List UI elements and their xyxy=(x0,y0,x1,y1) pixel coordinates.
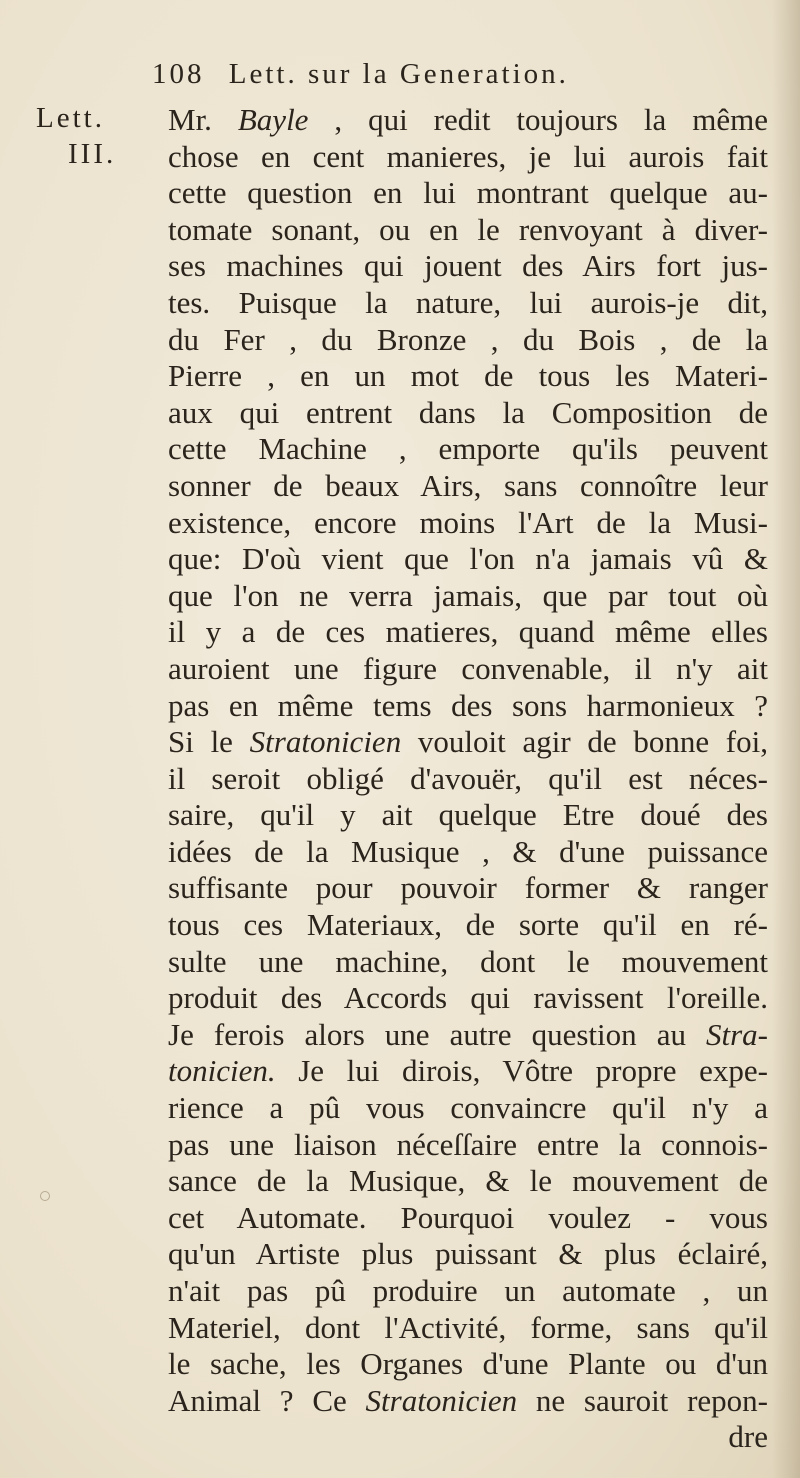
text-line: idées de la Musique , & d'une puissance xyxy=(168,833,768,869)
text-line: du Fer , du Bronze , du Bois , de la xyxy=(168,321,768,357)
text-line: sance de la Musique, & le mouvement de xyxy=(168,1163,768,1199)
text-line: tonicien. Je lui dirois, Vôtre propre expe- xyxy=(168,1053,768,1089)
body-text xyxy=(168,102,768,1456)
page-number: 108 xyxy=(152,58,205,90)
running-title: Lett. sur la Generation. xyxy=(228,58,569,90)
running-header xyxy=(152,58,752,91)
text-line-catchword: dre xyxy=(728,1419,768,1455)
text-line: sulte une machine, dont le mouvement xyxy=(168,943,768,979)
margin-note xyxy=(36,100,156,172)
text-line: qu'un Artiste plus puissant & plus éclairé, xyxy=(168,1236,768,1272)
text-line: le sache, les Organes d'une Plante ou d'un xyxy=(168,1346,768,1382)
text-line: il y a de ces matieres, quand même elles xyxy=(168,614,768,650)
text-line: pas en même tems des sons harmonieux ? xyxy=(168,687,768,723)
text-line: Mr. Bayle , qui redit toujours la même xyxy=(168,102,768,137)
text-line: tous ces Materiaux, de sorte qu'il en ré- xyxy=(168,907,768,943)
text-line: aux qui entrent dans la Composition de xyxy=(168,394,768,430)
text-line: tomate sonant, ou en le renvoyant à diver- xyxy=(168,211,768,247)
text-line: Je ferois alors une autre question au Stra- xyxy=(168,1016,768,1052)
text-line: rience a pû vous convaincre qu'il n'y a xyxy=(168,1090,768,1126)
text-line: Animal ? Ce Stratonicien ne sauroit repon- xyxy=(168,1382,768,1418)
text-line: cette question en lui montrant quelque au- xyxy=(168,175,768,211)
text-line: Pierre , en un mot de tous les Materi- xyxy=(168,358,768,394)
margin-dot-mark xyxy=(40,1191,50,1201)
text-line: sonner de beaux Airs, sans connoître leur xyxy=(168,467,768,503)
text-line: cet Automate. Pourquoi voulez - vous xyxy=(168,1199,768,1235)
page-edge-shadow xyxy=(772,0,800,1478)
text-line: chose en cent manieres, je lui aurois fait xyxy=(168,138,768,174)
text-line: suffisante pour pouvoir former & ranger xyxy=(168,870,768,906)
text-line: produit des Accords qui ravissent l'oreille. xyxy=(168,980,768,1016)
text-line: existence, encore moins l'Art de la Musi- xyxy=(168,504,768,540)
text-line: auroient une figure convenable, il n'y ait xyxy=(168,650,768,686)
text-line: ses machines qui jouent des Airs fort jus- xyxy=(168,248,768,284)
text-line: que l'on ne verra jamais, que par tout où xyxy=(168,577,768,613)
text-line: il seroit obligé d'avouër, qu'il est néces- xyxy=(168,760,768,796)
text-line: pas une liaison néceſſaire entre la connois- xyxy=(168,1126,768,1162)
text-line: n'ait pas pû produire un automate , un xyxy=(168,1273,768,1308)
text-line: tes. Puisque la nature, lui aurois-je dit, xyxy=(168,284,768,320)
margin-letter-label: Lett. xyxy=(36,102,105,134)
text-line: cette Machine , emporte qu'ils peuvent xyxy=(168,431,768,467)
text-line: Si le Stratonicien vouloit agir de bonne foi, xyxy=(168,724,768,760)
margin-letter-number: III. xyxy=(68,138,117,170)
text-line: Materiel, dont l'Activité, forme, sans qu'il xyxy=(168,1309,768,1345)
text-line: que: D'où vient que l'on n'a jamais vû & xyxy=(168,541,768,577)
text-line: saire, qu'il y ait quelque Etre doué des xyxy=(168,797,768,833)
